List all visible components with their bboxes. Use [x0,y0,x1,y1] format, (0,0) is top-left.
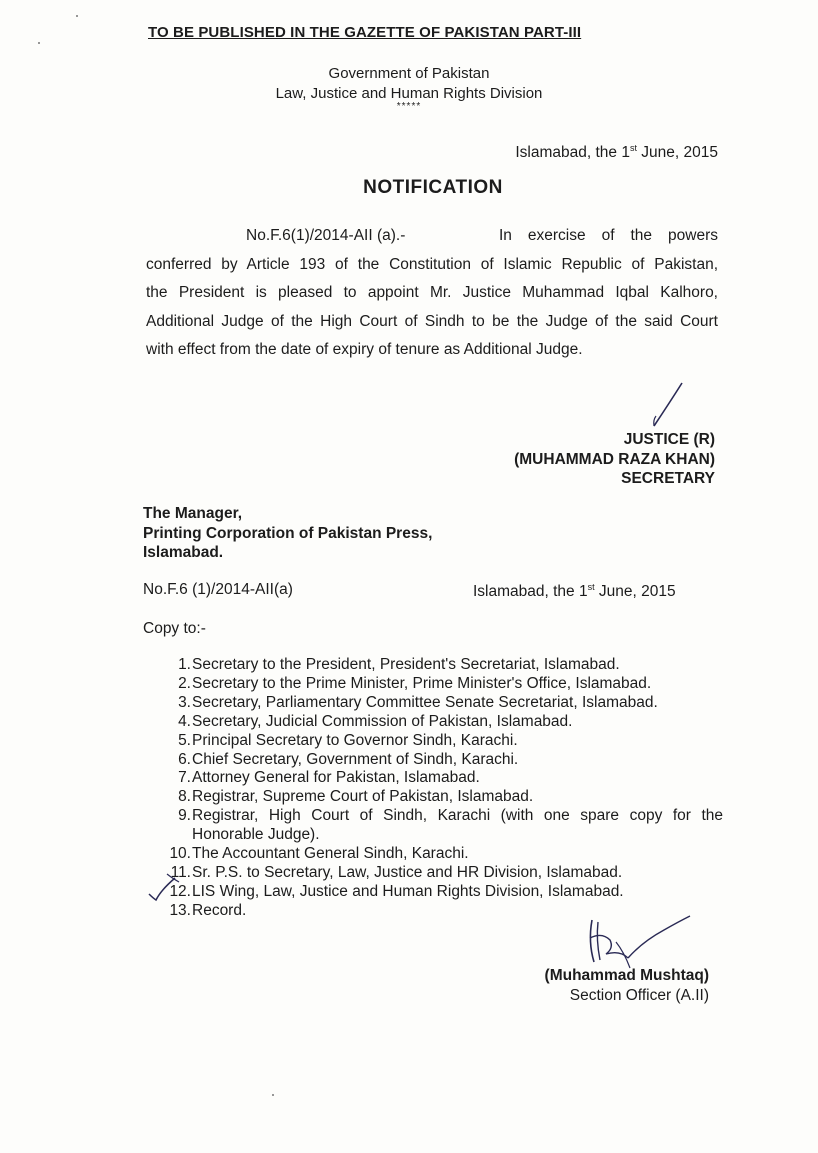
notification-body [146,222,718,365]
list-item: 3. Secretary, Parliamentary Committee Senate Secretariat, Islamabad. [178,693,658,711]
notification-title: NOTIFICATION [363,177,503,198]
addressee-block [143,504,432,563]
body-line: In exercise of the powers [499,227,718,244]
addressee-line: The Manager, [143,505,243,522]
gazette-title: TO BE PUBLISHED IN THE GAZETTE OF PAKISTAN PART-III [148,24,582,41]
addressee-line: Islamabad. [143,544,224,562]
body-line: conferred by Article 193 of the Constitution of Islamic Republic of Pakistan, [146,255,718,273]
list-item: 12. LIS Wing, Law, Justice and Human Rights Division, Islamabad. [169,882,624,900]
list-item: 10. The Accountant General Sindh, Karachi. [169,845,469,863]
signatory-designation: SECRETARY [621,470,715,487]
notification-dateline: Islamabad, the 1st June, 2015 [515,143,718,162]
list-item: 8. Registrar, Supreme Court of Pakistan, Islamabad. [178,788,534,806]
section-officer-name: (Muhammad Mushtaq) [544,967,709,984]
list-item: 2. Secretary to the Prime Minister, Prime Minister's Office, Islamabad. [178,674,652,692]
addressee-line: Printing Corporation of Pakistan Press, [143,524,433,542]
section-officer-designation: Section Officer (A.II) [569,987,709,1004]
body-line: with effect from the date of expiry of tenure as Additional Judge. [146,341,583,359]
signatory-title: JUSTICE (R) [623,431,715,448]
list-item: 4. Secretary, Judicial Commission of Pakistan, Islamabad. [178,712,573,730]
signatory-block [514,430,715,489]
signatory-name: (MUHAMMAD RAZA KHAN) [514,450,715,468]
copy-reference-number: No.F.6 (1)/2014-AII(a) [143,581,293,598]
notification-number: No.F.6(1)/2014-AII (a).- [246,227,406,244]
body-first-line [146,222,718,251]
scan-speck [76,15,78,17]
government-name: Government of Pakistan [328,65,490,82]
copy-list [163,656,723,921]
list-item: 1. Secretary to the President, President's Secretariat, Islamabad. [178,656,620,673]
body-line: the President is pleased to appoint Mr. Justice Muhammad Iqbal Kalhoro, [146,284,718,302]
list-item: 9. Registrar, High Court of Sindh, Karachi (with one spare copy for the Honorable Judge). [178,807,723,844]
handwritten-tick-icon [145,868,185,908]
list-item: 13. Record. [169,901,247,919]
scan-speck [38,42,40,44]
list-item: 11. Sr. P.S. to Secretary, Law, Justice and HR Division, Islamabad. [170,863,623,881]
division-name: Law, Justice and Human Rights Division [275,85,543,102]
copy-to-label: Copy to:- [143,620,206,637]
list-item: 7. Attorney General for Pakistan, Islamabad. [178,769,480,787]
list-item: 5. Principal Secretary to Governor Sindh, Karachi. [178,731,518,749]
header-stars: ***** [396,101,422,112]
copy-dateline: Islamabad, the 1st June, 2015 [473,582,676,601]
scan-speck [272,1094,274,1096]
secretary-signature-mark [640,380,690,430]
body-line: Additional Judge of the High Court of Sindh to be the Judge of the said Court [146,312,718,330]
section-officer-block [545,966,709,1006]
list-item: 6. Chief Secretary, Government of Sindh, Karachi. [178,750,519,768]
